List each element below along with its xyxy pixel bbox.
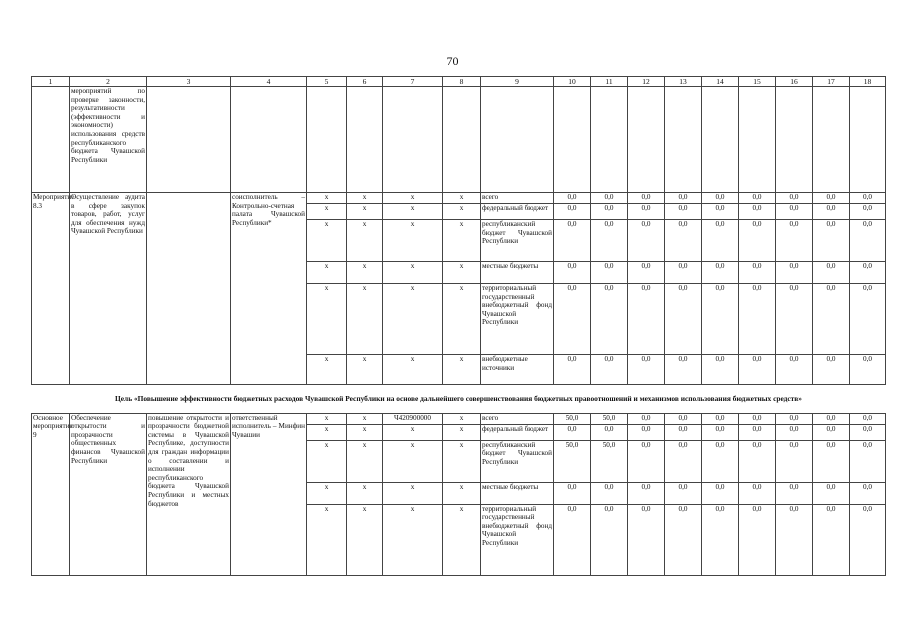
value-cell: 0,0 (813, 193, 850, 204)
value-cell: 0,0 (665, 193, 702, 204)
value-cell: 0,0 (813, 220, 850, 262)
code-cell: x (347, 284, 383, 355)
value-cell: 0,0 (554, 204, 591, 220)
value-cell: 0,0 (776, 193, 813, 204)
value-cell: 50,0 (591, 440, 628, 482)
table-cell (443, 87, 481, 193)
goal-text: Цель «Повышение эффективности бюджетных расходов Чувашской Республики на основе дальнейшего совершенствования бюджетных правоотношений и механизмов использования бюджетных средств» (32, 385, 886, 414)
value-cell: 0,0 (739, 262, 776, 284)
executor: соисполнитель – Контрольно-счетная палата Чувашской Республики* (231, 193, 307, 385)
table-cell (702, 87, 739, 193)
value-cell: 0,0 (739, 413, 776, 424)
header-row (32, 77, 886, 87)
value-cell: 0,0 (554, 220, 591, 262)
code-cell: x (347, 482, 383, 504)
code-cell: x (443, 355, 481, 385)
value-cell: 0,0 (702, 440, 739, 482)
column-number: 18 (850, 77, 886, 87)
value-cell: 0,0 (554, 482, 591, 504)
event-description: мероприятий по проверке законности, результативности (эффективности и экономности) использования средств республиканского бюджета Чувашской Республики (70, 87, 147, 193)
value-cell: 0,0 (739, 193, 776, 204)
value-cell: 50,0 (554, 413, 591, 424)
code-cell: x (347, 204, 383, 220)
goal-row (32, 385, 886, 414)
value-cell: 0,0 (702, 424, 739, 440)
code-cell: x (443, 262, 481, 284)
column-number: 12 (628, 77, 665, 87)
value-cell: 0,0 (850, 413, 886, 424)
code-cell: x (347, 413, 383, 424)
code-cell: x (383, 204, 443, 220)
code-cell: x (307, 262, 347, 284)
value-cell: 0,0 (850, 193, 886, 204)
code-cell: x (307, 284, 347, 355)
value-cell: 0,0 (813, 440, 850, 482)
value-cell: 0,0 (591, 355, 628, 385)
code-cell: x (347, 504, 383, 575)
value-cell: 0,0 (813, 482, 850, 504)
value-cell: 0,0 (813, 355, 850, 385)
value-cell: 0,0 (554, 424, 591, 440)
code-cell: x (443, 193, 481, 204)
value-cell: 0,0 (702, 413, 739, 424)
table-cell (591, 87, 628, 193)
column-number: 3 (147, 77, 231, 87)
column-number: 11 (591, 77, 628, 87)
value-cell: 0,0 (628, 193, 665, 204)
column-number: 1 (32, 77, 70, 87)
column-number: 14 (702, 77, 739, 87)
value-cell: 50,0 (554, 440, 591, 482)
column-number: 6 (347, 77, 383, 87)
table-cell (481, 87, 554, 193)
value-cell: 0,0 (776, 220, 813, 262)
code-cell: x (443, 424, 481, 440)
value-cell: 0,0 (776, 284, 813, 355)
value-cell: 0,0 (628, 262, 665, 284)
code-cell: x (347, 355, 383, 385)
value-cell: 0,0 (628, 482, 665, 504)
value-cell: 0,0 (665, 284, 702, 355)
value-cell: 0,0 (739, 424, 776, 440)
value-cell: 0,0 (554, 355, 591, 385)
value-cell: 0,0 (702, 220, 739, 262)
code-cell: x (443, 220, 481, 262)
event-name: Осуществление аудита в сфере закупок товаров, работ, услуг для обеспечения нужд Чувашской Республики (70, 193, 147, 385)
value-cell: 0,0 (813, 413, 850, 424)
value-cell: 0,0 (665, 413, 702, 424)
code-cell: x (383, 504, 443, 575)
value-cell: 0,0 (591, 204, 628, 220)
value-cell: 0,0 (665, 504, 702, 575)
code-cell: x (383, 220, 443, 262)
value-cell: 0,0 (665, 204, 702, 220)
value-cell: 0,0 (850, 204, 886, 220)
column-number: 8 (443, 77, 481, 87)
value-cell: 0,0 (739, 284, 776, 355)
table-cell (383, 87, 443, 193)
value-cell: 0,0 (850, 440, 886, 482)
code-cell: x (307, 204, 347, 220)
value-cell: 0,0 (776, 424, 813, 440)
value-cell: 0,0 (628, 440, 665, 482)
column-number: 10 (554, 77, 591, 87)
column-number: 16 (776, 77, 813, 87)
funding-source: федеральный бюджет (481, 204, 554, 220)
column-number: 4 (231, 77, 307, 87)
value-cell: 0,0 (702, 504, 739, 575)
table-cell (554, 87, 591, 193)
funding-source: территориальный государственный внебюджетный фонд Чувашской Республики (481, 504, 554, 575)
value-cell: 0,0 (739, 204, 776, 220)
value-cell: 0,0 (850, 284, 886, 355)
value-cell: 0,0 (665, 220, 702, 262)
value-cell: 0,0 (776, 204, 813, 220)
value-cell: 0,0 (850, 482, 886, 504)
event-name: Обеспечение открытости и прозрачности общественных финансов Чувашской Республики (70, 413, 147, 575)
code-cell: x (383, 262, 443, 284)
funding-source: республиканский бюджет Чувашской Республики (481, 220, 554, 262)
value-cell: 0,0 (850, 355, 886, 385)
event-number: Мероприятие 8.3 (32, 193, 70, 385)
table-cell (147, 87, 231, 193)
column-number: 5 (307, 77, 347, 87)
value-cell: 0,0 (702, 204, 739, 220)
funding-source: федеральный бюджет (481, 424, 554, 440)
value-cell: 0,0 (776, 504, 813, 575)
code-cell: x (307, 504, 347, 575)
value-cell: 0,0 (554, 262, 591, 284)
table-row (32, 413, 886, 424)
column-number: 13 (665, 77, 702, 87)
page-number: 70 (446, 54, 459, 68)
value-cell: 0,0 (813, 424, 850, 440)
value-cell: 0,0 (554, 193, 591, 204)
value-cell: 0,0 (739, 355, 776, 385)
table-row (32, 87, 886, 193)
value-cell: 0,0 (591, 193, 628, 204)
table-cell (147, 193, 231, 385)
code-cell: x (383, 284, 443, 355)
value-cell: 0,0 (739, 504, 776, 575)
value-cell: 0,0 (591, 504, 628, 575)
code-cell: x (443, 440, 481, 482)
value-cell: 0,0 (739, 440, 776, 482)
column-number: 2 (70, 77, 147, 87)
value-cell: 0,0 (628, 204, 665, 220)
table-cell (347, 87, 383, 193)
code-cell: x (443, 284, 481, 355)
value-cell: 0,0 (813, 504, 850, 575)
code-cell: x (443, 482, 481, 504)
code-cell: x (307, 220, 347, 262)
value-cell: 0,0 (628, 424, 665, 440)
column-number: 15 (739, 77, 776, 87)
code-cell: x (443, 413, 481, 424)
table-cell (776, 87, 813, 193)
table-cell (307, 87, 347, 193)
value-cell: 0,0 (628, 413, 665, 424)
code-cell: x (307, 413, 347, 424)
column-number: 7 (383, 77, 443, 87)
value-cell: 0,0 (665, 482, 702, 504)
funding-source: всего (481, 193, 554, 204)
value-cell: 0,0 (813, 262, 850, 284)
value-cell: 0,0 (628, 284, 665, 355)
funding-source: республиканский бюджет Чувашской Республики (481, 440, 554, 482)
value-cell: 0,0 (813, 204, 850, 220)
code-cell: Ч420900000 (383, 413, 443, 424)
funding-source: местные бюджеты (481, 262, 554, 284)
table-cell (850, 87, 886, 193)
value-cell: 0,0 (813, 284, 850, 355)
value-cell: 0,0 (776, 355, 813, 385)
code-cell: x (347, 262, 383, 284)
code-cell: x (347, 193, 383, 204)
value-cell: 0,0 (665, 440, 702, 482)
funding-source: внебюджетные источники (481, 355, 554, 385)
code-cell: x (383, 355, 443, 385)
value-cell: 0,0 (776, 440, 813, 482)
table-cell (665, 87, 702, 193)
value-cell: 0,0 (776, 262, 813, 284)
code-cell: x (307, 482, 347, 504)
value-cell: 0,0 (850, 262, 886, 284)
value-cell: 0,0 (850, 424, 886, 440)
value-cell: 50,0 (591, 413, 628, 424)
code-cell: x (443, 504, 481, 575)
value-cell: 0,0 (702, 262, 739, 284)
value-cell: 0,0 (850, 220, 886, 262)
value-cell: 0,0 (665, 424, 702, 440)
value-cell: 0,0 (665, 262, 702, 284)
code-cell: x (443, 204, 481, 220)
code-cell: x (347, 440, 383, 482)
executor: ответственный исполнитель – Минфин Чувашии (231, 413, 307, 575)
event-number: Основное мероприятие 9 (32, 413, 70, 575)
code-cell: x (307, 424, 347, 440)
code-cell: x (383, 424, 443, 440)
table-cell (813, 87, 850, 193)
funding-source: всего (481, 413, 554, 424)
value-cell: 0,0 (702, 355, 739, 385)
value-cell: 0,0 (591, 482, 628, 504)
value-cell: 0,0 (702, 482, 739, 504)
value-cell: 0,0 (628, 355, 665, 385)
column-number: 9 (481, 77, 554, 87)
code-cell: x (307, 440, 347, 482)
table-cell (628, 87, 665, 193)
funding-source: местные бюджеты (481, 482, 554, 504)
code-cell: x (383, 440, 443, 482)
value-cell: 0,0 (591, 284, 628, 355)
value-cell: 0,0 (591, 220, 628, 262)
value-cell: 0,0 (702, 193, 739, 204)
value-cell: 0,0 (628, 504, 665, 575)
value-cell: 0,0 (739, 482, 776, 504)
value-cell: 0,0 (850, 504, 886, 575)
table-cell (32, 87, 70, 193)
value-cell: 0,0 (628, 220, 665, 262)
code-cell: x (347, 220, 383, 262)
value-cell: 0,0 (554, 284, 591, 355)
funding-source: территориальный государственный внебюджетный фонд Чувашской Республики (481, 284, 554, 355)
value-cell: 0,0 (739, 220, 776, 262)
code-cell: x (347, 424, 383, 440)
value-cell: 0,0 (776, 482, 813, 504)
value-cell: 0,0 (776, 413, 813, 424)
table-cell (739, 87, 776, 193)
value-cell: 0,0 (554, 504, 591, 575)
code-cell: x (307, 355, 347, 385)
value-cell: 0,0 (591, 262, 628, 284)
budget-table (31, 76, 886, 576)
expected-result: повышение открытости и прозрачности бюджетной системы в Чувашской Республике, доступности для граждан информации о составлении и исполнении республиканского бюджета Чувашской Республики и местных бюджетов (147, 413, 231, 575)
value-cell: 0,0 (591, 424, 628, 440)
table-row (32, 193, 886, 204)
value-cell: 0,0 (665, 355, 702, 385)
code-cell: x (383, 482, 443, 504)
code-cell: x (307, 193, 347, 204)
code-cell: x (383, 193, 443, 204)
table-cell (231, 87, 307, 193)
column-number: 17 (813, 77, 850, 87)
value-cell: 0,0 (702, 284, 739, 355)
